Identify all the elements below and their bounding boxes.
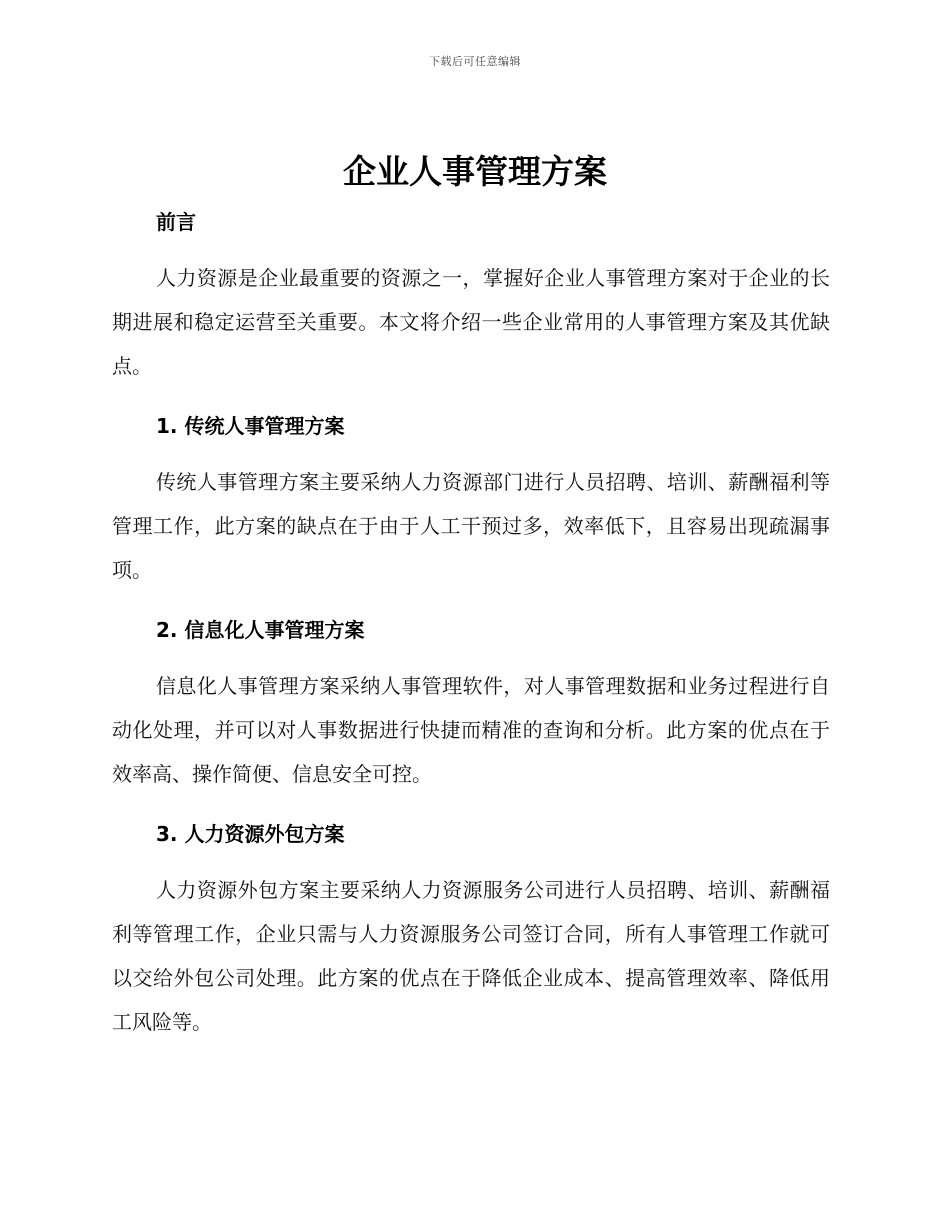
- section-paragraph-informatized: 信息化人事管理方案采纳人事管理软件，对人事管理数据和业务过程进行自动化处理，并可以对人事数据进行快捷而精准的查询和分析。此方案的优点在于效率高、操作简便、信息安全可控。: [112, 674, 830, 786]
- section-heading-preface: 前言: [156, 210, 196, 234]
- section-paragraph-preface: 人力资源是企业最重要的资源之一，掌握好企业人事管理方案对于企业的长期进展和稳定运营至关重要。本文将介绍一些企业常用的人事管理方案及其优缺点。: [112, 266, 830, 378]
- document-title: 企业人事管理方案: [343, 152, 607, 191]
- header-note: 下载后可任意编辑: [429, 55, 521, 68]
- section-heading-informatized: 2. 信息化人事管理方案: [156, 618, 365, 642]
- section-paragraph-outsourcing: 人力资源外包方案主要采纳人力资源服务公司进行人员招聘、培训、薪酬福利等管理工作，企业只需与人力资源服务公司签订合同，所有人事管理工作就可以交给外包公司处理。此方案的优点在于降低企业成本、提高管理效率、降低用工风险等。: [112, 878, 830, 1034]
- section-heading-traditional: 1. 传统人事管理方案: [156, 414, 345, 438]
- section-paragraph-traditional: 传统人事管理方案主要采纳人力资源部门进行人员招聘、培训、薪酬福利等管理工作，此方案的缺点在于由于人工干预过多，效率低下，且容易出现疏漏事项。: [112, 470, 830, 582]
- document-body: [112, 200, 830, 1044]
- section-informatized: [112, 608, 830, 796]
- section-traditional: [112, 404, 830, 592]
- section-heading-outsourcing: 3. 人力资源外包方案: [156, 822, 345, 846]
- section-preface: [112, 200, 830, 388]
- section-outsourcing: [112, 812, 830, 1044]
